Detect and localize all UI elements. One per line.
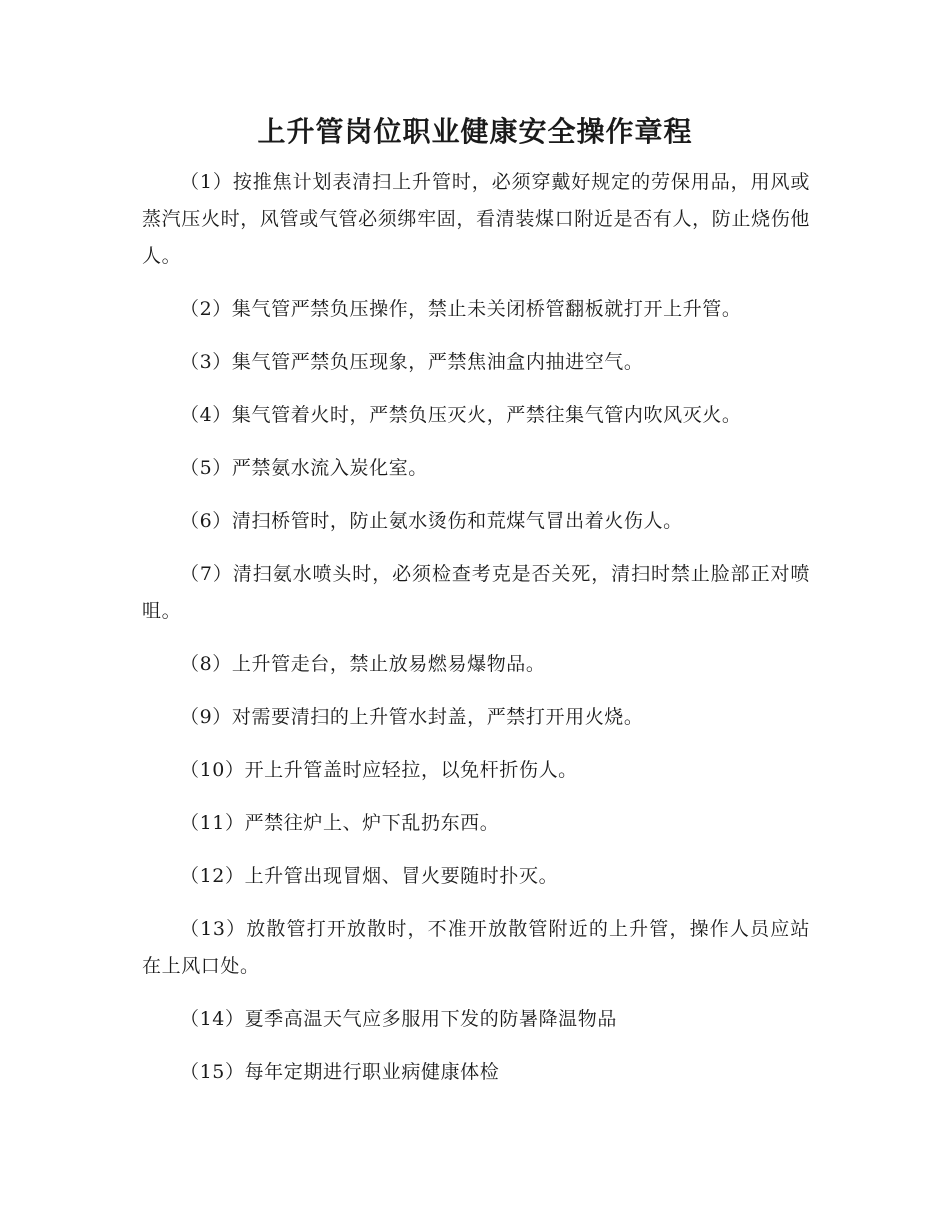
rule-item-7: （7）清扫氨水喷头时，必须检查考克是否关死，清扫时禁止脸部正对喷咀。 xyxy=(142,563,810,622)
rule-item-10: （10）开上升管盖时应轻拉，以免杆折伤人。 xyxy=(180,759,578,781)
rule-item-5: （5）严禁氨水流入炭化室。 xyxy=(180,457,428,479)
rule-item-8: （8）上升管走台，禁止放易燃易爆物品。 xyxy=(180,653,546,675)
rule-item-9: （9）对需要清扫的上升管水封盖，严禁打开用火烧。 xyxy=(180,706,644,728)
rule-item-6: （6）清扫桥管时，防止氨水烫伤和荒煤气冒出着火伤人。 xyxy=(180,510,683,532)
document-title: 上升管岗位职业健康安全操作章程 xyxy=(257,115,693,148)
rule-item-3: （3）集气管严禁负压现象，严禁焦油盒内抽进空气。 xyxy=(180,351,644,373)
rule-item-13: （13）放散管打开放散时，不准开放散管附近的上升管，操作人员应站在上风口处。 xyxy=(142,918,810,977)
rule-item-12: （12）上升管出现冒烟、冒火要随时扑灭。 xyxy=(180,865,559,887)
rule-item-2: （2）集气管严禁负压操作，禁止未关闭桥管翻板就打开上升管。 xyxy=(180,298,742,320)
rule-item-11: （11）严禁往炉上、炉下乱扔东西。 xyxy=(180,812,500,834)
document-body xyxy=(142,164,810,1107)
rule-item-15: （15）每年定期进行职业病健康体检 xyxy=(180,1061,500,1083)
rule-item-1: （1）按推焦计划表清扫上升管时，必须穿戴好规定的劳保用品，用风或蒸汽压火时，风管或气管必须绑牢固，看清装煤口附近是否有人，防止烧伤他人。 xyxy=(142,171,810,267)
rule-item-4: （4）集气管着火时，严禁负压灭火，严禁往集气管内吹风灭火。 xyxy=(180,404,742,426)
rule-item-14: （14）夏季高温天气应多服用下发的防暑降温物品 xyxy=(180,1008,617,1030)
